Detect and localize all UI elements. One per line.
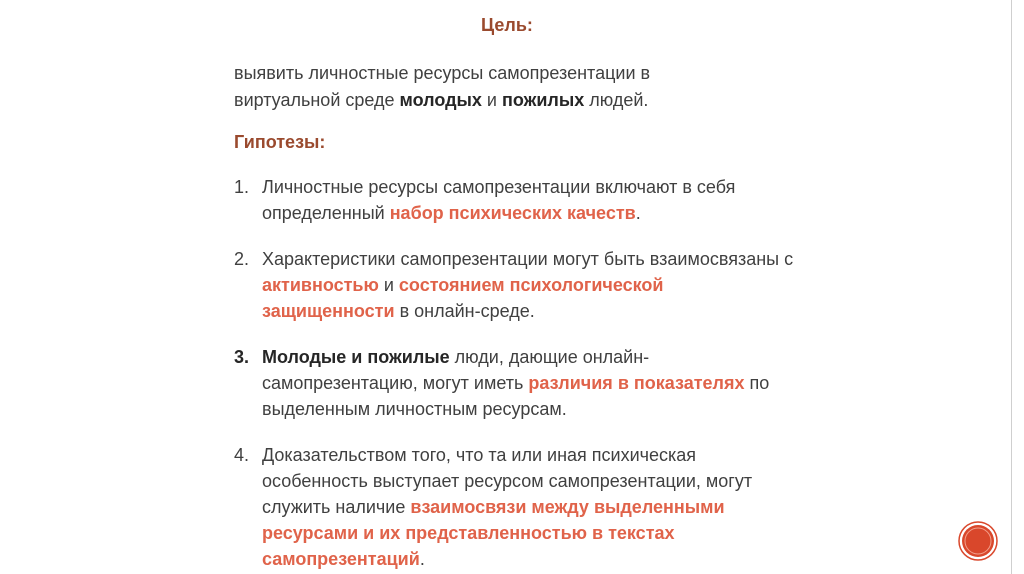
accent-text: состоянием психологической защищенности (262, 275, 664, 321)
right-border-line (1011, 0, 1012, 574)
hypothesis-number: 3. (234, 347, 250, 367)
hypothesis-text (262, 246, 794, 324)
goal-text-part: людей. (584, 90, 649, 110)
text-part: . (419, 549, 425, 569)
goal-bold-young: молодых (399, 90, 482, 110)
text-part: Доказательством того, что та или иная психическая особенность выступает ресурсом самопрезентации, могут служить наличие (262, 445, 753, 517)
text-part: в онлайн-среде. (394, 301, 535, 321)
goal-text-part: выявить личностные ресурсы самопрезентации в виртуальной среде (234, 63, 651, 110)
goal-text (234, 60, 754, 114)
text-part: Характеристики самопрезентации могут быть взаимосвязаны с (262, 249, 794, 269)
goal-bold-elderly: пожилых (501, 90, 585, 110)
hypothesis-text (262, 174, 794, 226)
goal-heading: Цель: (481, 15, 533, 35)
bold-text: Молодые и пожилые (262, 347, 450, 367)
hypothesis-item-2 (234, 246, 794, 324)
circle-button-icon (958, 521, 998, 561)
hypothesis-item-3 (234, 344, 794, 422)
hypothesis-item-4 (234, 442, 794, 572)
goal-text-part: и (481, 90, 502, 110)
accent-text: различия в показателях (528, 373, 745, 393)
text-part: . (635, 203, 641, 223)
hypotheses-heading: Гипотезы: (234, 132, 326, 152)
text-part: люди, дающие онлайн-самопрезентацию, могут иметь (262, 347, 650, 393)
hypothesis-text (262, 442, 794, 572)
accent-text: набор психических качеств (389, 203, 636, 223)
text-part: по выделенным личностным ресурсам. (262, 373, 770, 419)
accent-text: взаимосвязи между выделенными ресурсами и их представленностью в текстах самопрезентаций (262, 497, 725, 569)
accent-text: активностью (262, 275, 379, 295)
hypothesis-number: 4. (234, 445, 250, 465)
text-part: и (378, 275, 399, 295)
hypothesis-item-1 (234, 174, 794, 226)
hypothesis-number: 2. (234, 249, 250, 269)
text-part: Личностные ресурсы самопрезентации включают в себя определенный (262, 177, 736, 223)
slide-nav-button[interactable] (958, 521, 998, 561)
hypothesis-number: 1. (234, 177, 250, 197)
hypotheses-list (234, 174, 794, 574)
hypothesis-text (262, 344, 794, 422)
